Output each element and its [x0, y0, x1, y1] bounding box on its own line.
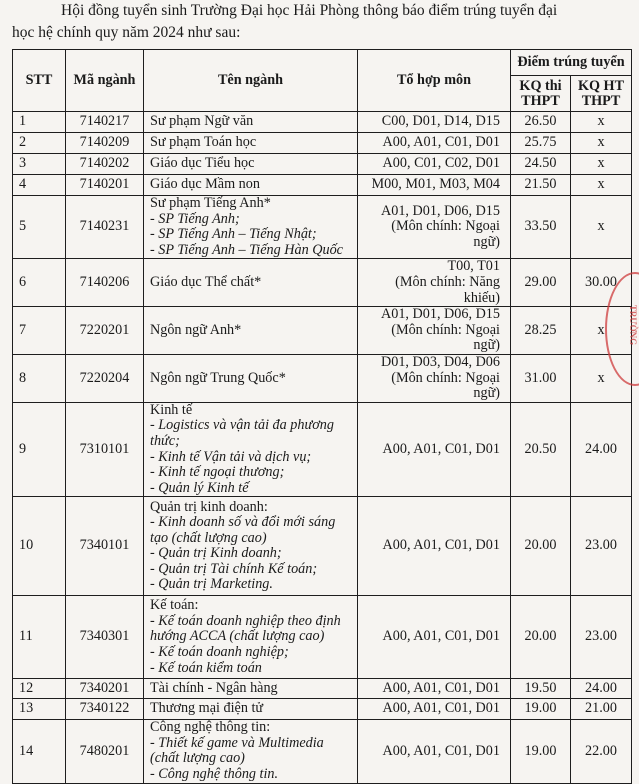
cell-combo — [358, 596, 511, 679]
program-name: Giáo dục Tiểu học — [150, 155, 255, 172]
table-row — [13, 699, 632, 720]
cell-code: 7340122 — [66, 699, 144, 720]
cell-name — [144, 112, 358, 133]
combo-value: A00, C01, C02, D01 — [382, 155, 500, 172]
cell-combo — [358, 154, 511, 175]
cell-kq-ht: x — [571, 154, 632, 175]
cell-kq-ht: 21.00 — [571, 699, 632, 720]
cell-code: 7140217 — [66, 112, 144, 133]
combo-value: A00, A01, C01, D01 — [382, 537, 500, 554]
cell-stt: 8 — [13, 354, 66, 402]
cell-name — [144, 307, 358, 355]
header-stt: STT — [13, 50, 66, 112]
table-row — [13, 596, 632, 679]
program-name: Giáo dục Thể chất* — [150, 273, 262, 290]
cell-combo — [358, 402, 511, 497]
cell-kq-ht: x — [571, 112, 632, 133]
table-row — [13, 307, 632, 355]
cell-code: 7220204 — [66, 354, 144, 402]
cell-code: 7140201 — [66, 175, 144, 196]
specialization-item: - Kinh tế Vận tải và dịch vụ; — [150, 448, 312, 465]
admission-score-table — [12, 49, 632, 784]
cell-kq-thi: 29.00 — [511, 259, 571, 307]
cell-code: 7220201 — [66, 307, 144, 355]
cell-combo — [358, 497, 511, 596]
cell-name — [144, 175, 358, 196]
cell-code: 7140206 — [66, 259, 144, 307]
specialization-list — [150, 614, 353, 676]
table-row — [13, 354, 632, 402]
combo-note: (Môn chính: Ngoại ngữ) — [391, 218, 500, 250]
cell-code: 7140231 — [66, 196, 144, 259]
cell-kq-thi: 31.00 — [511, 354, 571, 402]
intro-paragraph — [12, 0, 632, 44]
program-name: Ngôn ngữ Anh* — [150, 321, 242, 338]
combo-value: A00, A01, C01, D01 — [382, 700, 500, 717]
cell-kq-thi: 33.50 — [511, 196, 571, 259]
specialization-item: - SP Tiếng Anh; — [150, 210, 240, 227]
cell-name — [144, 497, 358, 596]
combo-note: (Môn chính: Ngoại ngữ) — [391, 321, 500, 354]
table-row — [13, 259, 632, 307]
cell-kq-ht: 23.00 — [571, 596, 632, 679]
cell-stt: 10 — [13, 497, 66, 596]
cell-code: 7340101 — [66, 497, 144, 596]
cell-name — [144, 679, 358, 699]
specialization-list — [150, 736, 353, 783]
cell-stt: 6 — [13, 259, 66, 307]
specialization-item: - Logistics và vận tải đa phương thức; — [150, 417, 334, 449]
combo-note: (Môn chính: Năng khiếu) — [395, 273, 500, 306]
table-row — [13, 679, 632, 699]
table-row — [13, 402, 632, 497]
specialization-item: - SP Tiếng Anh – Tiếng Nhật; — [150, 226, 317, 243]
program-name: Ngôn ngữ Trung Quốc* — [150, 369, 286, 386]
header-kq-thi: KQ thi THPT — [511, 76, 571, 112]
combo-value: A00, A01, C01, D01 — [382, 440, 500, 457]
cell-combo — [358, 112, 511, 133]
cell-stt: 11 — [13, 596, 66, 679]
program-name: Sư phạm Tiếng Anh* — [150, 195, 271, 211]
combo-value: A00, A01, C01, D01 — [382, 742, 500, 759]
combo-value: A01, D01, D06, D15 — [380, 202, 500, 219]
cell-name — [144, 402, 358, 497]
cell-kq-thi: 24.50 — [511, 154, 571, 175]
program-name: Giáo dục Mầm non — [150, 176, 260, 193]
cell-combo — [358, 175, 511, 196]
cell-kq-thi: 19.00 — [511, 699, 571, 720]
program-name: Sư phạm Ngữ văn — [150, 113, 254, 130]
cell-kq-thi: 21.50 — [511, 175, 571, 196]
cell-kq-thi: 20.00 — [511, 497, 571, 596]
specialization-item: - Công nghệ thông tin. — [150, 766, 279, 783]
program-name: Kinh tế — [150, 401, 193, 418]
combo-value: A00, A01, C01, D01 — [382, 134, 500, 151]
cell-kq-ht: x — [571, 175, 632, 196]
cell-kq-ht: 24.00 — [571, 679, 632, 699]
cell-combo — [358, 720, 511, 783]
cell-name — [144, 354, 358, 402]
cell-kq-ht: x — [571, 354, 632, 402]
cell-code: 7340301 — [66, 596, 144, 679]
header-name: Tên ngành — [144, 50, 358, 112]
specialization-item: - Kinh doanh số và đổi mới sáng tạo (chất lượng cao) — [150, 514, 336, 546]
header-score-group: Điểm trúng tuyển — [511, 50, 632, 76]
cell-kq-ht: 23.00 — [571, 497, 632, 596]
specialization-list — [150, 515, 353, 593]
cell-stt: 4 — [13, 175, 66, 196]
table-row — [13, 497, 632, 596]
cell-combo — [358, 679, 511, 699]
cell-name — [144, 154, 358, 175]
specialization-item: - Quản trị Kinh doanh; — [150, 545, 282, 562]
cell-kq-thi: 28.25 — [511, 307, 571, 355]
combo-value: T00, T01 — [447, 258, 500, 275]
combo-value: A01, D01, D06, D15 — [380, 306, 500, 323]
cell-stt: 12 — [13, 679, 66, 699]
table-row — [13, 154, 632, 175]
cell-combo — [358, 196, 511, 259]
seal-text: TRƯỜNG — [628, 304, 639, 346]
cell-kq-ht: x — [571, 307, 632, 355]
cell-name — [144, 596, 358, 679]
specialization-item: - Kế toán doanh nghiệp; — [150, 644, 289, 661]
cell-kq-thi: 19.50 — [511, 679, 571, 699]
table-row — [13, 133, 632, 154]
combo-note: (Môn chính: Ngoại ngữ) — [391, 369, 500, 402]
cell-combo — [358, 307, 511, 355]
cell-stt: 14 — [13, 720, 66, 783]
cell-combo — [358, 699, 511, 720]
table-row — [13, 720, 632, 783]
specialization-item: - Thiết kế game và Multimedia (chất lượng cao) — [150, 734, 324, 767]
cell-kq-thi: 25.75 — [511, 133, 571, 154]
combo-value: C00, D01, D14, D15 — [381, 113, 500, 130]
cell-code: 7140209 — [66, 133, 144, 154]
specialization-item: - Kinh tế ngoại thương; — [150, 464, 285, 481]
table-row — [13, 175, 632, 196]
program-name: Sư phạm Toán học — [150, 134, 257, 151]
combo-value: M00, M01, M03, M04 — [371, 176, 500, 193]
specialization-list — [150, 212, 353, 259]
cell-stt: 5 — [13, 196, 66, 259]
cell-kq-thi: 20.00 — [511, 596, 571, 679]
cell-combo — [358, 259, 511, 307]
table-body — [13, 112, 632, 784]
cell-kq-ht: x — [571, 133, 632, 154]
program-name: Công nghệ thông tin: — [150, 719, 271, 736]
cell-code: 7480201 — [66, 720, 144, 783]
cell-code: 7310101 — [66, 402, 144, 497]
cell-kq-ht: 24.00 — [571, 402, 632, 497]
program-name: Thương mại điện tử — [150, 700, 264, 717]
header-combo: Tổ hợp môn — [358, 50, 511, 112]
combo-value: A00, A01, C01, D01 — [382, 628, 500, 645]
intro-line-1: Hội đồng tuyển sinh Trường Đại học Hải Phòng thông báo điểm trúng tuyển đại — [61, 2, 558, 19]
cell-stt: 7 — [13, 307, 66, 355]
cell-code: 7140202 — [66, 154, 144, 175]
cell-name — [144, 196, 358, 259]
cell-kq-ht: x — [571, 196, 632, 259]
combo-value: D01, D03, D04, D06 — [380, 353, 500, 370]
specialization-item: - Kế toán kiểm toán — [150, 659, 262, 676]
cell-name — [144, 699, 358, 720]
cell-kq-ht: 30.00 — [571, 259, 632, 307]
cell-kq-thi: 20.50 — [511, 402, 571, 497]
cell-stt: 3 — [13, 154, 66, 175]
header-kq-ht: KQ HT THPT — [571, 76, 632, 112]
cell-stt: 9 — [13, 402, 66, 497]
cell-kq-thi: 19.00 — [511, 720, 571, 783]
specialization-item: - Quản lý Kinh tế — [150, 479, 249, 496]
cell-name — [144, 720, 358, 783]
cell-kq-ht: 22.00 — [571, 720, 632, 783]
cell-kq-thi: 26.50 — [511, 112, 571, 133]
table-row — [13, 112, 632, 133]
specialization-item: - Quản trị Marketing. — [150, 576, 273, 593]
cell-stt: 1 — [13, 112, 66, 133]
cell-combo — [358, 354, 511, 402]
cell-combo — [358, 133, 511, 154]
specialization-item: - Kế toán doanh nghiệp theo định hướng ACCA (chất lượng cao) — [150, 612, 341, 645]
cell-stt: 2 — [13, 133, 66, 154]
program-name: Tài chính - Ngân hàng — [150, 679, 278, 696]
cell-code: 7340201 — [66, 679, 144, 699]
specialization-list — [150, 418, 353, 496]
specialization-item: - Quản trị Tài chính Kế toán; — [150, 560, 318, 577]
specialization-item: - SP Tiếng Anh – Tiếng Hàn Quốc — [150, 241, 343, 258]
program-name: Kế toán: — [150, 597, 199, 614]
combo-value: A00, A01, C01, D01 — [382, 679, 500, 696]
program-name: Quản trị kinh doanh: — [150, 498, 268, 515]
header-code: Mã ngành — [66, 50, 144, 112]
cell-name — [144, 259, 358, 307]
cell-name — [144, 133, 358, 154]
cell-stt: 13 — [13, 699, 66, 720]
table-row — [13, 196, 632, 259]
intro-line-2: học hệ chính quy năm 2024 như sau: — [12, 24, 241, 41]
